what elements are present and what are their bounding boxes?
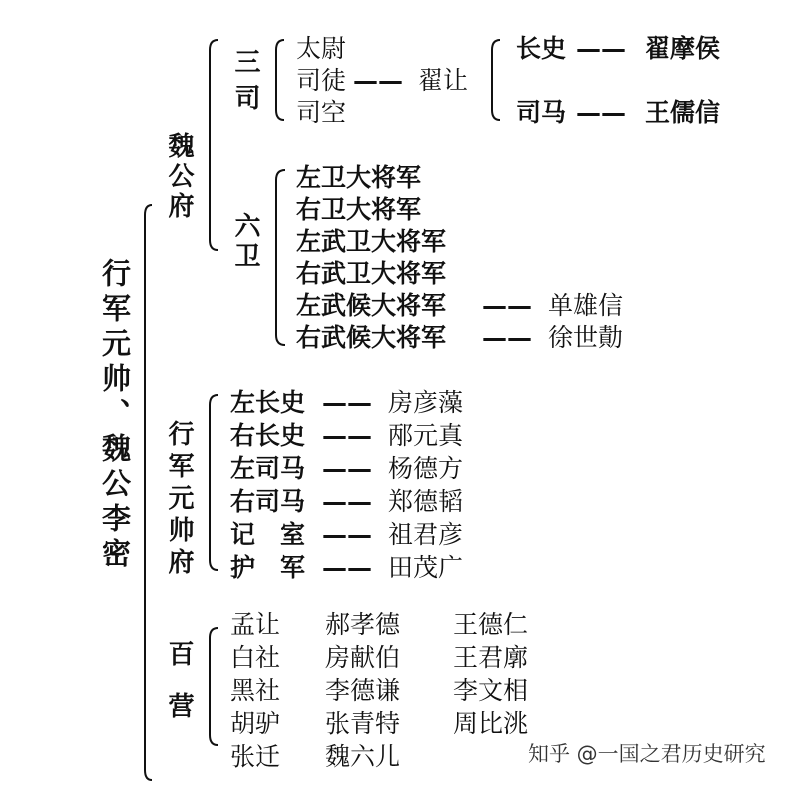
bai-ying-cell: 李德谦	[325, 676, 401, 705]
dash: ——	[482, 323, 532, 352]
staff-name: 翟摩侯	[645, 34, 721, 63]
bai-ying-cell: 李文相	[453, 676, 529, 705]
bai-ying-label: 百营	[164, 640, 194, 744]
dash: ——	[482, 291, 532, 320]
wei-gong-fu-label: 魏公府	[164, 132, 194, 222]
bai-ying-cell: 张迁	[230, 742, 281, 771]
san-si-item: 太尉	[296, 34, 347, 63]
san-si-label: 三司	[230, 48, 260, 120]
dash: ——	[322, 487, 372, 516]
san-si-bracket	[276, 40, 284, 120]
dash: ——	[576, 34, 626, 63]
xjf-post: 左司马	[230, 454, 306, 483]
wei-gong-fu-bracket	[210, 40, 218, 250]
dash: ——	[322, 454, 372, 483]
staff-post: 司马	[516, 98, 567, 127]
xjf-name: 邴元真	[388, 421, 464, 450]
bai-ying-cell: 房献伯	[325, 643, 401, 672]
liu-wei-label: 六卫	[230, 212, 260, 272]
xjf-name: 祖君彦	[388, 520, 464, 549]
xjf-post: 右司马	[230, 487, 306, 516]
bai-ying-cell: 周比洮	[453, 709, 529, 738]
san-si-item: 司徒	[296, 66, 347, 95]
liu-wei-post: 右卫大将军	[296, 195, 422, 224]
xjf-post: 护 军	[230, 553, 306, 582]
xjf-post: 记 室	[230, 520, 306, 549]
liu-wei-post: 左武候大将军	[296, 291, 447, 320]
staff-bracket	[492, 40, 500, 120]
bai-ying-cell: 黑社	[230, 676, 281, 705]
bai-ying-cell: 王德仁	[453, 610, 529, 639]
staff-post: 长史	[516, 34, 567, 63]
root-title: 行军元帅、魏公李密	[98, 258, 132, 573]
liu-wei-post: 左卫大将军	[296, 163, 422, 192]
bai-ying-cell: 白社	[230, 643, 281, 672]
bai-ying-cell: 张青特	[325, 709, 401, 738]
san-si-holder: 翟让	[418, 66, 469, 95]
staff-name: 王儒信	[645, 98, 721, 127]
bai-ying-cell: 胡驴	[230, 709, 281, 738]
bai-ying-cell: 王君廓	[453, 643, 529, 672]
dash: ——	[322, 553, 372, 582]
liu-wei-post: 左武卫大将军	[296, 227, 447, 256]
xing-jun-fu-label: 行军元帅府	[164, 420, 194, 580]
xjf-name: 房彦藻	[388, 388, 464, 417]
liu-wei-bracket	[276, 170, 285, 345]
dash: ——	[322, 520, 372, 549]
watermark: 知乎 @一国之君历史研究	[528, 742, 766, 766]
xjf-post: 左长史	[230, 388, 306, 417]
bai-ying-cell: 孟让	[230, 610, 281, 639]
xjf-name: 杨德方	[388, 454, 464, 483]
liu-wei-name: 徐世勣	[548, 323, 624, 352]
dash: ——	[353, 66, 403, 95]
san-si-item: 司空	[296, 98, 347, 127]
liu-wei-name: 单雄信	[548, 291, 624, 320]
bai-ying-cell: 魏六儿	[325, 742, 401, 771]
xing-jun-fu-bracket	[210, 395, 218, 570]
root-bracket	[145, 205, 152, 780]
xjf-name: 郑德韬	[388, 487, 464, 516]
dash: ——	[322, 421, 372, 450]
xjf-post: 右长史	[230, 421, 306, 450]
dash: ——	[322, 388, 372, 417]
xjf-name: 田茂广	[388, 553, 464, 582]
dash: ——	[576, 98, 626, 127]
bai-ying-cell: 郝孝德	[325, 610, 401, 639]
liu-wei-post: 右武候大将军	[296, 323, 447, 352]
liu-wei-post: 右武卫大将军	[296, 259, 447, 288]
bai-ying-bracket	[210, 628, 218, 745]
